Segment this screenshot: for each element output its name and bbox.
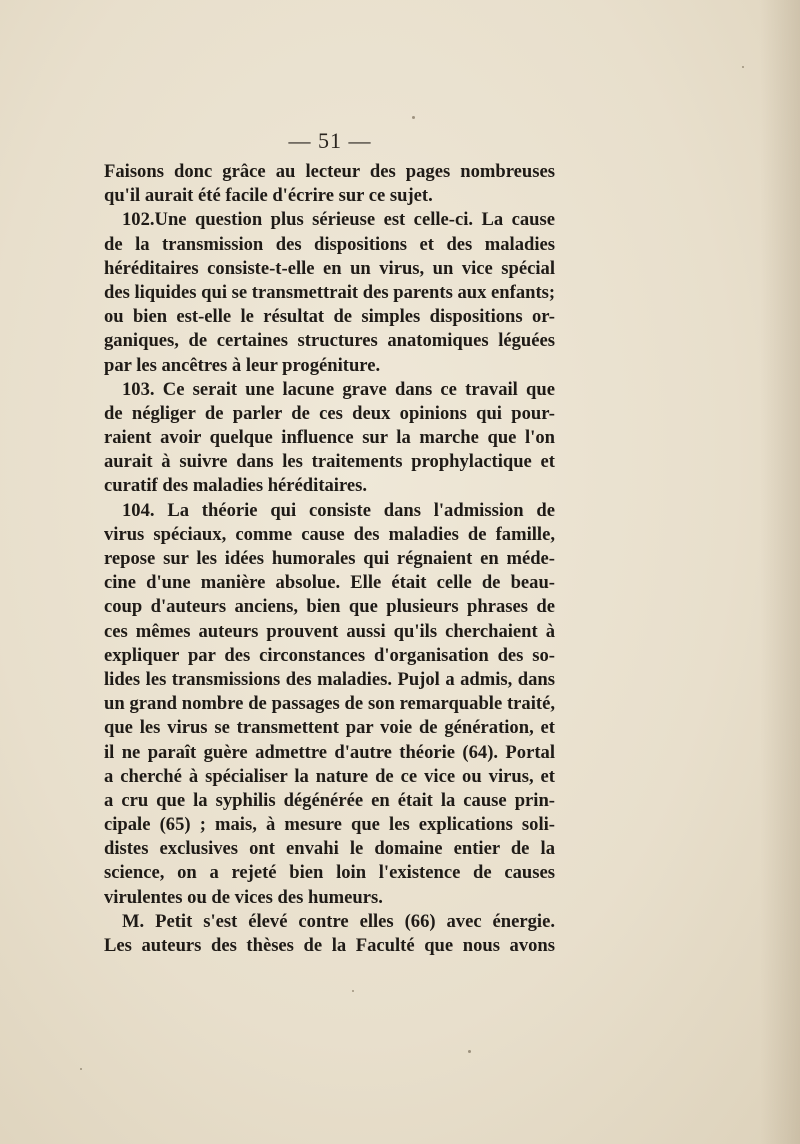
text-line: M. Petit s'est élevé contre elles (66) avec énergie. (122, 910, 555, 932)
text-line: un grand nombre de passages de son remarquable traité, (104, 693, 555, 715)
text-line: virulentes ou de vices des humeurs. (104, 886, 383, 908)
page-edge-shadow (760, 0, 800, 1144)
text-line: a cru que la syphilis dégénérée en était la cause prin- (104, 789, 555, 811)
body-text (104, 160, 555, 958)
text-line: lides les transmissions des maladies. Pujol a admis, dans (104, 668, 555, 690)
text-line: par les ancêtres à leur progéniture. (104, 354, 381, 376)
text-line: ganiques, de certaines structures anatomiques léguées (104, 330, 555, 352)
paper-speck (352, 990, 354, 992)
text-line: de la transmission des dispositions et des maladies (104, 233, 555, 255)
text-line: il ne paraît guère admettre d'autre théorie (64). Portal (104, 741, 555, 763)
text-line: 103. Ce serait une lacune grave dans ce travail que (122, 378, 555, 400)
paper-speck (468, 1050, 471, 1053)
text-line: expliquer par des circonstances d'organisation des so- (104, 644, 555, 666)
text-line: que les virus se transmettent par voie de génération, et (104, 717, 555, 739)
paper-speck (412, 116, 415, 119)
text-line: curatif des maladies héréditaires. (104, 475, 368, 497)
text-line: des liquides qui se transmettrait des parents aux enfants; (104, 281, 556, 303)
text-line: Faisons donc grâce au lecteur des pages nombreuses (104, 161, 555, 182)
text-line: qu'il aurait été facile d'écrire sur ce sujet. (104, 185, 433, 207)
text-line: ces mêmes auteurs prouvent aussi qu'ils cherchaient à (104, 620, 555, 642)
text-line: cine d'une manière absolue. Elle était celle de beau- (104, 572, 555, 594)
text-line: raient avoir quelque influence sur la marche que l'on (104, 427, 555, 449)
text-line: distes exclusives ont envahi le domaine entier de la (104, 838, 555, 860)
text-line: 104. La théorie qui consiste dans l'admission de (122, 499, 555, 521)
text-line: de négliger de parler de ces deux opinions qui pour- (104, 402, 555, 424)
text-line: science, on a rejeté bien loin l'existence de causes (104, 862, 555, 884)
text-line: repose sur les idées humorales qui régnaient en méde- (104, 548, 555, 569)
text-line: cipale (65) ; mais, à mesure que les explications soli- (104, 814, 555, 836)
text-line: coup d'auteurs anciens, bien que plusieurs phrases de (104, 596, 555, 618)
text-line: ou bien est-elle le résultat de simples dispositions or- (104, 306, 555, 328)
paper-speck (742, 66, 744, 68)
text-line: héréditaires consiste-t-elle en un virus, un vice spécial (104, 257, 555, 279)
page-number: — 51 — (288, 128, 372, 153)
text-line: Les auteurs des thèses de la Faculté que nous avons (104, 935, 555, 956)
text-line: a cherché à spécialiser la nature de ce vice ou virus, et (104, 765, 555, 787)
text-line: virus spéciaux, comme cause des maladies de famille, (104, 523, 555, 545)
text-line: 102.Une question plus sérieuse est celle-ci. La cause (122, 209, 555, 231)
text-line: aurait à suivre dans les traitements prophylactique et (104, 451, 555, 473)
paper-speck (80, 1068, 82, 1070)
